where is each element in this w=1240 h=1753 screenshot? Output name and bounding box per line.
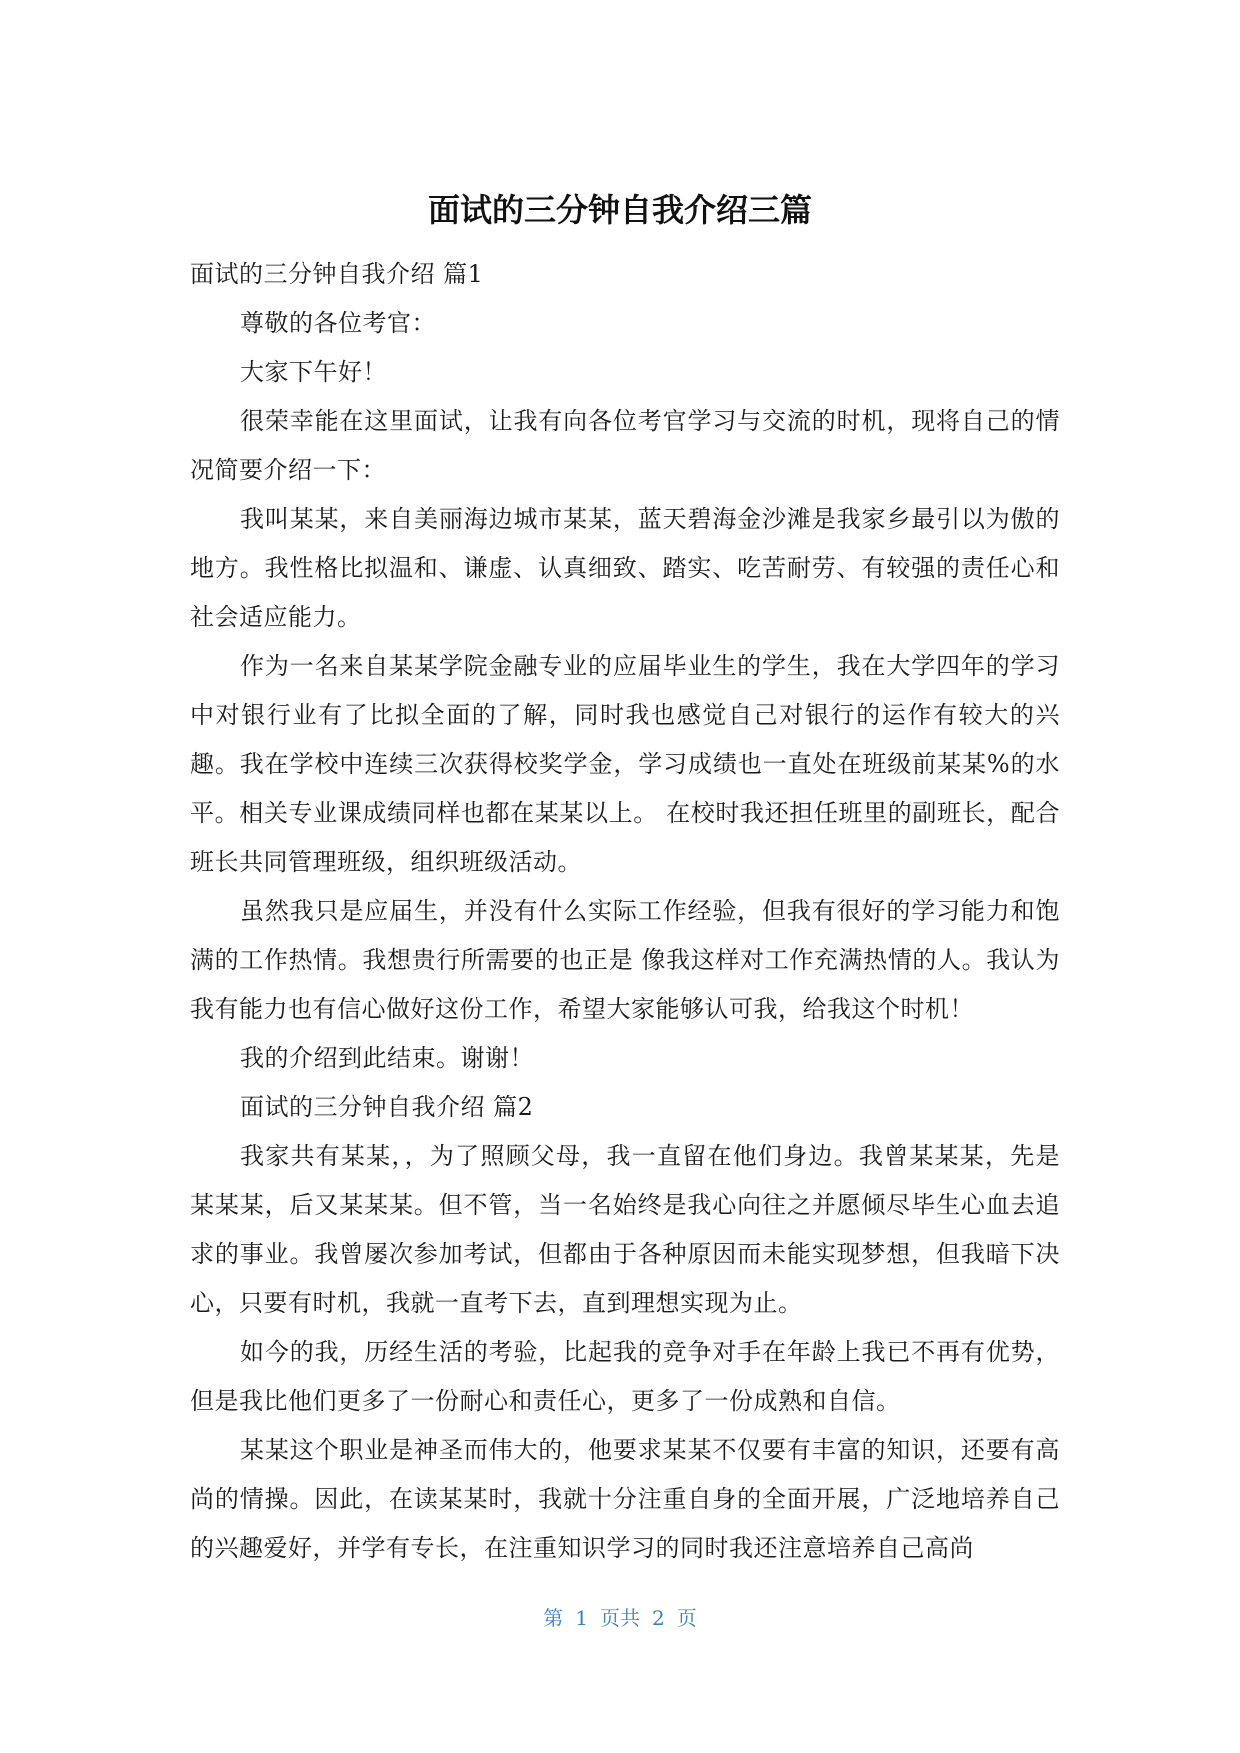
footer-suffix: 页 — [676, 1606, 697, 1630]
paragraph-greeting: 大家下午好！ — [240, 358, 387, 386]
section-heading-2: 面试的三分钟自我介绍 篇2 — [240, 1093, 534, 1121]
paragraph-family: 我家共有某某，，为了照顾父母，我一直留在他们身边。我曾某某某，先是某某某，后又某某某。但不管，当一名始终是我心向往之并愿倾尽毕生心血去追求的事业。我曾屡次参加考试，但都由于各种原因而未能实现梦想，但我暗下决心，只要有时机，我就一直考下去，直到理想实现为止。 — [190, 1142, 1060, 1317]
paragraph-closing: 我的介绍到此结束。谢谢！ — [240, 1044, 534, 1072]
section-heading-1: 面试的三分钟自我介绍 篇1 — [190, 260, 484, 288]
document-body — [190, 250, 1060, 1573]
paragraph-career: 某某这个职业是神圣而伟大的，他要求某某不仅要有丰富的知识，还要有高尚的情操。因此，在读某某时，我就十分注重自身的全面开展，广泛地培养自己的兴趣爱好，并学有专长，在注重知识学习的同时我还注意培养自己高尚 — [190, 1436, 1060, 1562]
footer-current-page: 1 — [575, 1606, 588, 1630]
footer-prefix: 第 — [543, 1606, 564, 1630]
paragraph-motivation: 虽然我只是应届生，并没有什么实际工作经验，但我有很好的学习能力和饱满的工作热情。我想贵行所需要的也正是 像我这样对工作充满热情的人。我认为我有能力也有信心做好这份工作，希望大家能够认可我，给我这个时机！ — [190, 897, 1060, 1023]
paragraph-education: 作为一名来自某某学院金融专业的应届毕业生的学生，我在大学四年的学习中对银行业有了比拟全面的了解，同时我也感觉自己对银行的运作有较大的兴趣。我在学校中连续三次获得校奖学金，学习成绩也一直处在班级前某某%的水平。相关专业课成绩同样也都在某某以上。 在校时我还担任班里的副班长，配合班长共同管理班级，组织班级活动。 — [190, 652, 1060, 876]
document-title: 面试的三分钟自我介绍三篇 — [427, 191, 812, 229]
footer-total-pages: 2 — [652, 1606, 665, 1630]
paragraph-salutation: 尊敬的各位考官： — [240, 309, 436, 337]
paragraph-background: 我叫某某，来自美丽海边城市某某，蓝天碧海金沙滩是我家乡最引以为傲的地方。我性格比拟温和、谦虚、认真细致、踏实、吃苦耐劳、有较强的责任心和社会适应能力。 — [190, 505, 1060, 631]
paragraph-intro: 很荣幸能在这里面试，让我有向各位考官学习与交流的时机，现将自己的情况简要介绍一下： — [190, 407, 1060, 484]
footer-middle: 页共 — [600, 1606, 640, 1630]
page-footer — [0, 1604, 1240, 1632]
paragraph-experience: 如今的我，历经生活的考验，比起我的竞争对手在年龄上我已不再有优势，但是我比他们更多了一份耐心和责任心，更多了一份成熟和自信。 — [190, 1338, 1060, 1415]
